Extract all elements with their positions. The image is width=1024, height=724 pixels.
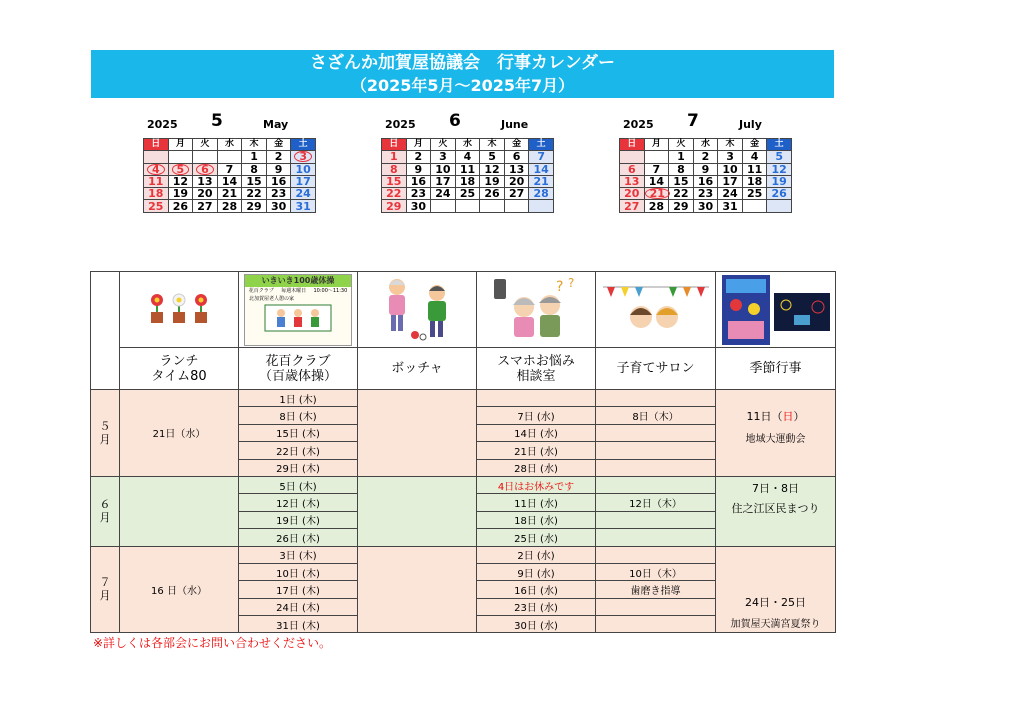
calendar-day: 2 [406, 151, 431, 163]
june-seasonal-name: 住之江区民まつり [731, 501, 820, 515]
calendar-day: 11 [144, 175, 169, 187]
calendar-day: 2 [693, 151, 718, 163]
may-salon: 8日（木） [596, 407, 716, 424]
calendar-day: 30 [266, 200, 291, 212]
calendar-year: 2025 [623, 118, 654, 131]
calendar-day: 22 [382, 188, 407, 200]
may-salon-3 [596, 424, 716, 441]
calendar-month-7 [619, 110, 792, 213]
calendar-day: 19 [480, 175, 505, 187]
poster-schedule: 毎週木曜日 [281, 287, 307, 294]
calendar-day [168, 163, 193, 175]
calendar-day: 8 [242, 163, 267, 175]
july-hanamomo-5: 31日 (木) [239, 616, 358, 633]
may-smartphone-2: 7日 (水) [477, 407, 596, 424]
svg-text:?: ? [556, 279, 564, 295]
may-seasonal-date-c: ） [793, 410, 805, 423]
june-salon-3 [596, 511, 716, 528]
col-hanamomo-label: 花百クラブ （百歳体操） [258, 353, 337, 384]
calendar-day: 14 [529, 163, 554, 175]
weekday-header: 金 [742, 139, 767, 151]
calendar-grid [143, 138, 316, 213]
july-hanamomo-4: 24日 (木) [239, 598, 358, 615]
weekday-header: 火 [431, 139, 456, 151]
calendar-day: 12 [168, 175, 193, 187]
calendar-day [455, 200, 480, 212]
calendar-month-number: 6 [449, 111, 461, 131]
june-salon-1 [596, 476, 716, 493]
weekday-header: 木 [242, 139, 267, 151]
calendar-day [217, 151, 242, 163]
col-salon-label: 子育てサロン [616, 361, 695, 376]
calendar-day: 10 [291, 163, 316, 175]
holiday-circle: 5 [172, 164, 190, 175]
calendar-day: 2 [266, 151, 291, 163]
june-smartphone-2: 11日 (水) [477, 494, 596, 511]
calendar-day: 28 [529, 188, 554, 200]
calendar-day [504, 200, 529, 212]
calendar-day: 6 [620, 163, 645, 175]
calendar-day: 15 [242, 175, 267, 187]
july-smartphone-4: 23日 (水) [477, 598, 596, 615]
calendar-day [168, 151, 193, 163]
col-boccia [358, 348, 477, 390]
may-seasonal-name: 地域大運動会 [745, 434, 806, 445]
title: さざんか加賀屋協議会 行事カレンダー [310, 53, 615, 73]
calendar-day: 20 [620, 188, 645, 200]
weekday-header: 土 [291, 139, 316, 151]
july-salon-note: 歯磨き指導 [596, 581, 716, 598]
may-salon-5 [596, 459, 716, 476]
calendar-year: 2025 [147, 118, 178, 131]
calendar-month-5 [143, 110, 316, 213]
weekday-header: 土 [767, 139, 792, 151]
may-seasonal-date [716, 408, 835, 424]
july-boccia [358, 546, 477, 633]
exercise-people-illustration [263, 303, 333, 333]
calendar-day: 25 [742, 188, 767, 200]
holiday-circle: 6 [196, 164, 214, 175]
calendar-day [480, 200, 505, 212]
calendar-grid [619, 138, 792, 213]
calendar-day: 5 [480, 151, 505, 163]
calendar-day [193, 151, 218, 163]
june-smartphone-holiday: 4日はお休みです [477, 476, 596, 493]
may-salon-1 [596, 390, 716, 407]
calendar-day: 24 [718, 188, 743, 200]
smartphone-help-illustration [477, 272, 596, 348]
night-festival-poster [774, 293, 830, 331]
weekday-header: 水 [455, 139, 480, 151]
calendar-day: 30 [693, 200, 718, 212]
may-seasonal [716, 390, 836, 477]
calendar-day: 7 [529, 151, 554, 163]
calendar-day: 16 [693, 175, 718, 187]
may-hanamomo-2: 8日 (木) [239, 407, 358, 424]
june-hanamomo-4: 26日 (木) [239, 529, 358, 546]
weekday-header: 火 [193, 139, 218, 151]
weekday-header: 日 [382, 139, 407, 151]
may-hanamomo-3: 15日 (木) [239, 424, 358, 441]
summer-festival-poster [722, 275, 770, 345]
calendar-day: 29 [382, 200, 407, 212]
calendar-day: 27 [193, 200, 218, 212]
calendar-day: 19 [168, 188, 193, 200]
calendar-day: 1 [669, 151, 694, 163]
holiday-circle: 4 [147, 164, 165, 175]
july-hanamomo-1: 3日 (木) [239, 546, 358, 563]
calendar-day: 27 [620, 200, 645, 212]
june-smartphone-4: 25日 (水) [477, 529, 596, 546]
weekday-header: 金 [266, 139, 291, 151]
may-smartphone-3: 14日 (水) [477, 424, 596, 441]
poster-title: いきいき100歳体操 [245, 275, 351, 287]
subtitle-period: （2025年5月～2025年7月） [350, 76, 575, 95]
holiday-circle: 21 [645, 188, 670, 199]
title-banner [91, 50, 834, 98]
col-seasonal [716, 348, 836, 390]
calendar-day: 28 [217, 200, 242, 212]
holiday-circle: 3 [294, 151, 312, 162]
may-smartphone-5: 28日 (水) [477, 459, 596, 476]
july-salon: 10日（木） [596, 563, 716, 580]
calendar-month-name: July [739, 118, 762, 131]
calendar-day: 16 [406, 175, 431, 187]
poster-time: 10:00～11:30 [313, 287, 348, 294]
calendar-day: 17 [431, 175, 456, 187]
june-seasonal-date: 7日・8日 [752, 481, 799, 495]
june-hanamomo-1: 5日 (木) [239, 476, 358, 493]
calendar-day: 7 [217, 163, 242, 175]
calendar-day: 23 [266, 188, 291, 200]
calendar-day: 23 [406, 188, 431, 200]
flowers-illustration [120, 272, 239, 348]
calendar-day: 29 [669, 200, 694, 212]
calendar-day: 27 [504, 188, 529, 200]
calendar-day [144, 151, 169, 163]
calendar-day: 22 [242, 188, 267, 200]
july-seasonal-date: 24日・25日 [745, 596, 806, 610]
svg-text:?: ? [568, 276, 575, 290]
calendar-day [644, 151, 669, 163]
col-smartphone [477, 348, 596, 390]
may-hanamomo-1: 1日 (木) [239, 390, 358, 407]
calendar-day: 14 [217, 175, 242, 187]
july-seasonal [716, 546, 836, 633]
may-lunch: 21日（水） [120, 390, 239, 477]
calendar-day: 31 [718, 200, 743, 212]
july-hanamomo-3: 17日 (木) [239, 581, 358, 598]
calendar-header [143, 110, 316, 138]
calendar-day: 13 [193, 175, 218, 187]
calendar-day: 3 [718, 151, 743, 163]
calendar-day: 13 [620, 175, 645, 187]
calendar-day: 9 [406, 163, 431, 175]
calendar-day: 4 [742, 151, 767, 163]
weekday-header: 火 [669, 139, 694, 151]
calendar-day [291, 151, 316, 163]
calendar-day [742, 200, 767, 212]
calendar-day: 5 [767, 151, 792, 163]
june-seasonal [716, 476, 836, 546]
july-hanamomo-2: 10日 (木) [239, 563, 358, 580]
col-boccia-label: ボッチャ [391, 361, 443, 376]
july-salon-4 [596, 598, 716, 615]
may-smartphone-1 [477, 390, 596, 407]
calendar-day [620, 151, 645, 163]
june-salon: 12日（木） [596, 494, 716, 511]
calendar-header [619, 110, 792, 138]
july-smartphone-2: 9日 (水) [477, 563, 596, 580]
calendar-day: 11 [455, 163, 480, 175]
calendar-grid [381, 138, 554, 213]
may-hanamomo-4: 22日 (木) [239, 442, 358, 459]
weekday-header: 水 [217, 139, 242, 151]
june-hanamomo-3: 19日 (木) [239, 511, 358, 528]
col-smartphone-label: スマホお悩み 相談室 [497, 353, 575, 384]
june-hanamomo-2: 12日 (木) [239, 494, 358, 511]
calendar-month-name: May [263, 118, 289, 131]
calendar-day [193, 163, 218, 175]
month-label-may [91, 390, 120, 477]
calendar-day: 8 [669, 163, 694, 175]
calendar-day: 17 [291, 175, 316, 187]
calendar-day: 26 [767, 188, 792, 200]
col-hanamomo-club [239, 348, 358, 390]
weekday-header: 日 [144, 139, 169, 151]
col-lunch-time [120, 348, 239, 390]
poster-place: 北加賀屋老人憩の家 [249, 295, 295, 302]
calendar-day [144, 163, 169, 175]
exercise-poster [239, 272, 358, 348]
july-salon-5 [596, 616, 716, 633]
calendar-day: 24 [291, 188, 316, 200]
calendar-day [431, 200, 456, 212]
calendar-day: 8 [382, 163, 407, 175]
july-smartphone-5: 30日 (水) [477, 616, 596, 633]
july-lunch: 16 日（水） [120, 546, 239, 633]
month-july-text: ７ 月 [99, 576, 111, 603]
may-seasonal-date-a: 11日（ [746, 410, 783, 423]
calendar-day: 23 [693, 188, 718, 200]
calendar-day: 19 [767, 175, 792, 187]
calendar-day: 12 [767, 163, 792, 175]
calendar-year: 2025 [385, 118, 416, 131]
calendar-day: 24 [431, 188, 456, 200]
july-seasonal-name: 加賀屋天満宮夏祭り [730, 619, 821, 631]
corner-cell [91, 272, 120, 390]
poster-club: 花百クラブ [248, 287, 274, 294]
may-boccia [358, 390, 477, 477]
calendar-day: 9 [266, 163, 291, 175]
month-may-text: ５ 月 [99, 419, 111, 446]
calendar-month-6 [381, 110, 554, 213]
weekday-header: 日 [620, 139, 645, 151]
weekday-header: 木 [480, 139, 505, 151]
calendar-day: 29 [242, 200, 267, 212]
may-hanamomo-5: 29日 (木) [239, 459, 358, 476]
calendar-day: 26 [168, 200, 193, 212]
calendar-day [529, 200, 554, 212]
calendar-month-number: 5 [211, 111, 223, 131]
june-salon-4 [596, 529, 716, 546]
june-lunch [120, 476, 239, 546]
weekday-header: 月 [168, 139, 193, 151]
calendar-day: 7 [644, 163, 669, 175]
calendar-day: 18 [455, 175, 480, 187]
calendar-day: 30 [406, 200, 431, 212]
calendar-day: 28 [644, 200, 669, 212]
calendar-day: 20 [193, 188, 218, 200]
calendar-day: 18 [742, 175, 767, 187]
calendar-day: 9 [693, 163, 718, 175]
calendar-day: 4 [455, 151, 480, 163]
june-boccia [358, 476, 477, 546]
may-smartphone-4: 21日 (水) [477, 442, 596, 459]
july-smartphone-3: 16日 (水) [477, 581, 596, 598]
may-salon-4 [596, 442, 716, 459]
july-salon-1 [596, 546, 716, 563]
month-label-june [91, 476, 120, 546]
calendar-day [644, 188, 669, 200]
weekday-header: 水 [693, 139, 718, 151]
calendar-day: 11 [742, 163, 767, 175]
calendar-day: 14 [644, 175, 669, 187]
weekday-header: 月 [406, 139, 431, 151]
calendar-day [767, 200, 792, 212]
calendar-day: 6 [504, 151, 529, 163]
calendar-day: 21 [217, 188, 242, 200]
calendar-day: 10 [431, 163, 456, 175]
calendar-day: 22 [669, 188, 694, 200]
calendar-day: 16 [266, 175, 291, 187]
boccia-illustration [358, 272, 477, 348]
footer-note: ※詳しくは各部会にお問い合わせください。 [93, 636, 332, 650]
event-schedule-table [90, 271, 836, 633]
calendar-day: 20 [504, 175, 529, 187]
festival-posters [716, 272, 836, 348]
may-seasonal-sunday: 日 [782, 410, 794, 423]
col-lunch-label: ランチ タイム80 [151, 353, 207, 384]
calendar-day: 10 [718, 163, 743, 175]
calendar-day: 25 [144, 200, 169, 212]
june-smartphone-3: 18日 (水) [477, 511, 596, 528]
weekday-header: 土 [529, 139, 554, 151]
calendar-day: 12 [480, 163, 505, 175]
weekday-header: 木 [718, 139, 743, 151]
col-kids-salon [596, 348, 716, 390]
calendar-day: 1 [242, 151, 267, 163]
calendar-day: 13 [504, 163, 529, 175]
calendar-day: 26 [480, 188, 505, 200]
calendar-day: 21 [529, 175, 554, 187]
calendar-day: 25 [455, 188, 480, 200]
calendar-header [381, 110, 554, 138]
july-smartphone-1: 2日 (水) [477, 546, 596, 563]
weekday-header: 金 [504, 139, 529, 151]
calendar-day: 18 [144, 188, 169, 200]
calendar-day: 1 [382, 151, 407, 163]
calendar-day: 17 [718, 175, 743, 187]
month-label-july [91, 546, 120, 633]
calendar-month-name: June [501, 118, 529, 131]
month-june-text: ６ 月 [99, 498, 111, 525]
calendar-day: 15 [669, 175, 694, 187]
weekday-header: 月 [644, 139, 669, 151]
col-seasonal-label: 季節行事 [749, 361, 802, 376]
calendar-day: 31 [291, 200, 316, 212]
calendar-day: 3 [431, 151, 456, 163]
calendar-day: 15 [382, 175, 407, 187]
calendar-month-number: 7 [687, 111, 699, 131]
kids-salon-illustration [596, 272, 716, 348]
